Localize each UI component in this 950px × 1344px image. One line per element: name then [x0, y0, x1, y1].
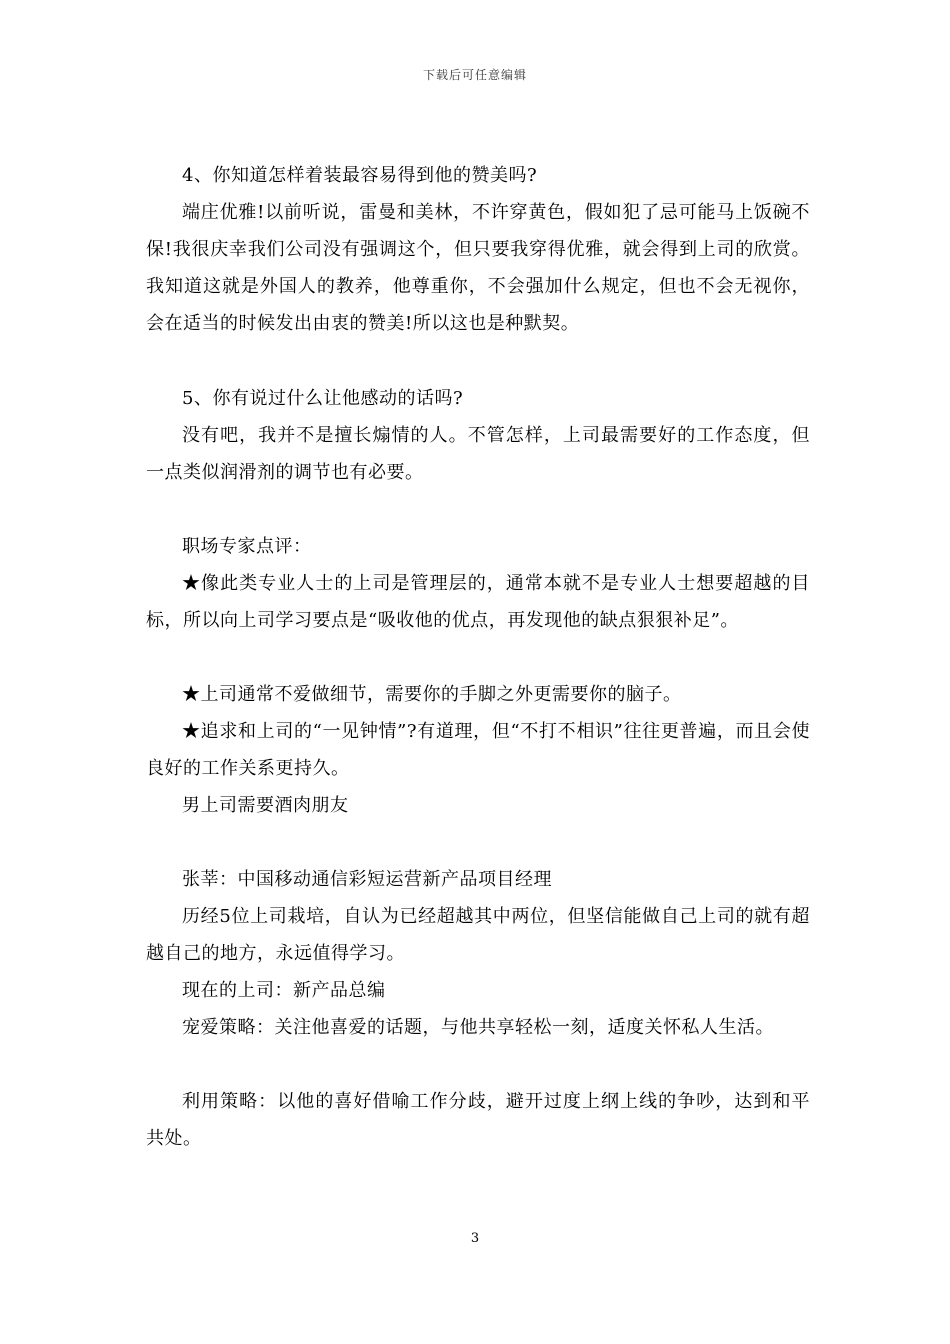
profile-name: 张莘：中国移动通信彩短运营新产品项目经理: [182, 869, 552, 890]
profile-experience: 历经5位上司栽培，自认为已经超越其中两位，但坚信能做自己上司的就有超越自己的地方，永远值得学习。: [146, 906, 810, 964]
answer-5: 没有吧，我并不是擅长煽情的人。不管怎样，上司最需要好的工作态度，但一点类似润滑剂的调节也有必要。: [146, 425, 810, 483]
page-number: 3: [470, 1231, 480, 1246]
page-header: 下载后可任意编辑: [422, 68, 527, 82]
pamper-strategy: 宠爱策略：关注他喜爱的话题，与他共享轻松一刻，适度关怀私人生活。: [182, 1017, 774, 1038]
current-boss: 现在的上司：新产品总编: [182, 980, 386, 1001]
question-4: 4、你知道怎样着装最容易得到他的赞美吗?: [182, 165, 538, 186]
question-5: 5、你有说过什么让他感动的话吗?: [182, 388, 464, 409]
expert-comment-2: ★上司通常不爱做细节，需要你的手脚之外更需要你的脑子。: [182, 684, 682, 705]
expert-comment-1: ★像此类专业人士的上司是管理层的，通常本就不是专业人士想要超越的目标，所以向上司学习要点是“吸收他的优点，再发现他的缺点狠狠补足”。: [146, 573, 810, 631]
expert-comment-3: ★追求和上司的“一见钟情”?有道理，但“不打不相识”往往更普遍，而且会使良好的工作关系更持久。: [146, 721, 810, 779]
answer-4: 端庄优雅!以前听说，雷曼和美林，不许穿黄色，假如犯了忌可能马上饭碗不保!我很庆幸我们公司没有强调这个，但只要我穿得优雅，就会得到上司的欣赏。我知道这就是外国人的教养，他尊重你，不会强加什么规定，但也不会无视你，会在适当的时候发出由衷的赞美!所以这也是种默契。: [146, 202, 810, 334]
utilize-strategy: 利用策略：以他的喜好借喻工作分歧，避开过度上纲上线的争吵，达到和平共处。: [146, 1091, 810, 1149]
expert-comment-heading: 职场专家点评：: [182, 536, 312, 557]
section-title: 男上司需要酒肉朋友: [182, 795, 349, 816]
